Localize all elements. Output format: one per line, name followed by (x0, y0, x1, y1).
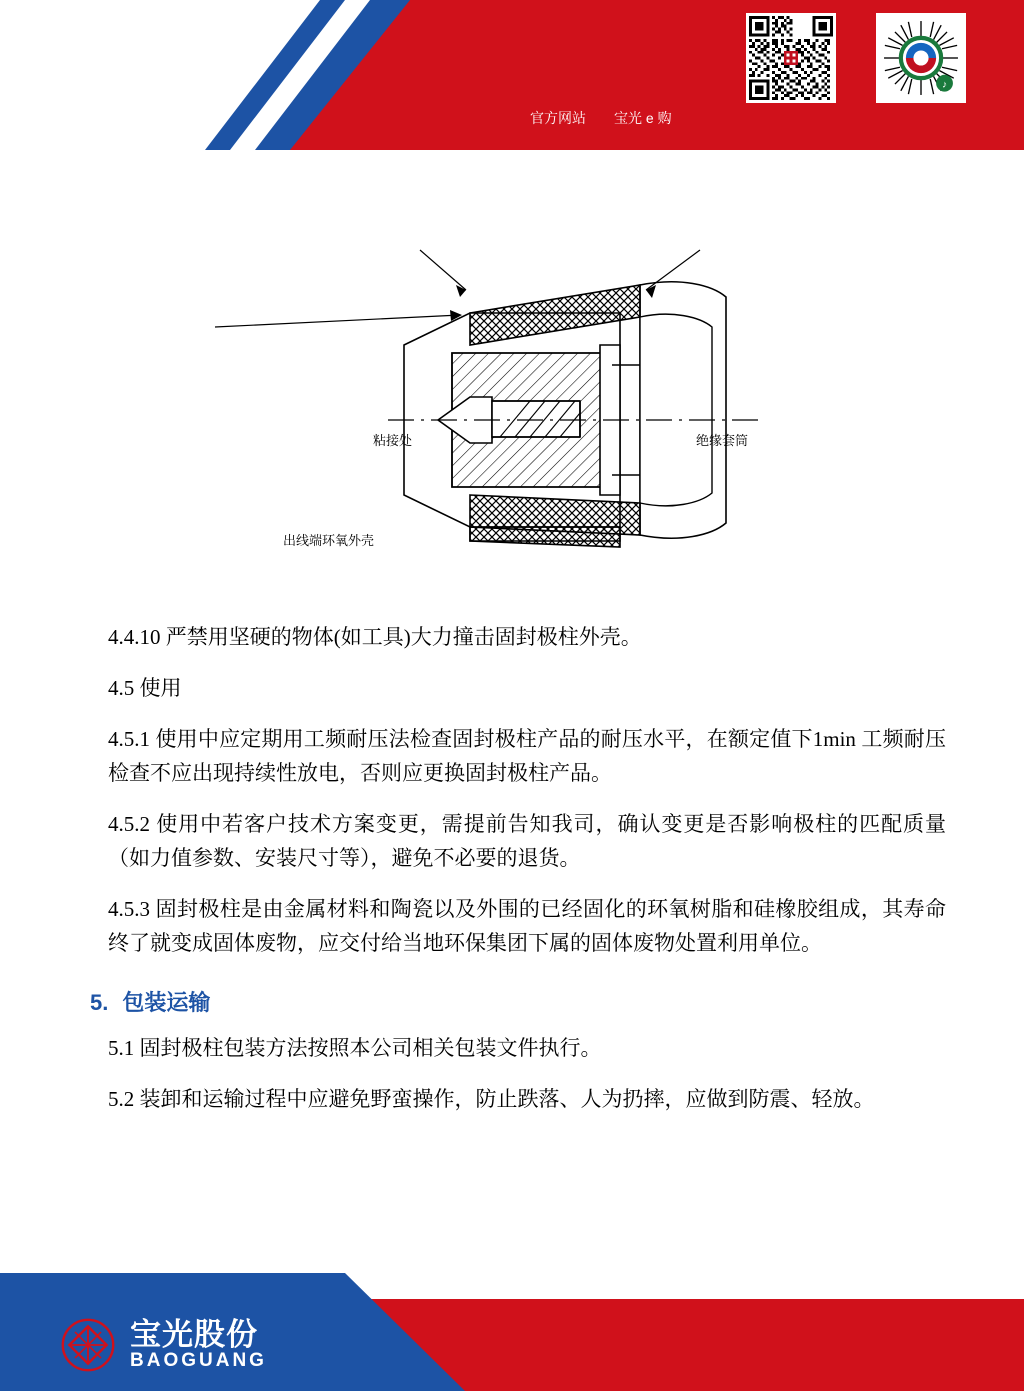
figure-label-insulating-sleeve: 绝缘套筒 (696, 433, 749, 448)
paragraph-4-5-2: 4.5.2 使用中若客户技术方案变更，需提前告知我司，确认变更是否影响极柱的匹配质量（如力值参数、安装尺寸等），避免不必要的退货。 (108, 812, 946, 871)
section-number: 5. (90, 990, 109, 1016)
paragraph-5-2: 5.2 装卸和运输过程中应避免野蛮操作，防止跌落、人为扔摔，应做到防震、轻放。 (108, 1087, 875, 1112)
paragraph-4-5-3: 4.5.3 固封极柱是由金属材料和陶瓷以及外围的已经固化的环氧树脂和硅橡胶组成，其寿命终了就变成固体废物，应交付给当地环保集团下属的固体废物处置利用单位。 (108, 897, 946, 956)
footer-logo-group (60, 1317, 267, 1373)
header-label-group (530, 108, 770, 128)
section-heading-packaging-transport (0, 986, 1024, 1017)
paragraph-4-4-10: 4.4.10 严禁用坚硬的物体(如工具)大力撞击固封极柱外壳。 (108, 625, 642, 649)
pole-cross-section-figure (0, 205, 1024, 585)
footer-company-names (130, 1316, 267, 1372)
figure-label-bond-area: 粘接处 (373, 433, 413, 448)
document-body (0, 620, 1024, 1133)
footer-company-name-cn: 宝光股份 (130, 1316, 258, 1352)
paragraph-4-5-1: 4.5.1 使用中应定期用工频耐压法检查固封极柱产品的耐压水平，在额定值下1min 工频耐压检查不应出现持续性放电，否则应更换固封极柱产品。 (108, 727, 946, 786)
qr-code-eshop-graphic (879, 16, 963, 100)
official-website-label: 官方网站 (530, 110, 586, 126)
baoguang-diamond-logo-icon (60, 1317, 116, 1373)
page-footer (0, 1273, 1024, 1391)
section-title: 包装运输 (122, 990, 211, 1016)
footer-company-name-en: BAOGUANG (130, 1350, 267, 1372)
pole-cross-section-drawing (0, 205, 1024, 585)
figure-label-epoxy-housing: 出线端环氧外壳 (283, 533, 375, 548)
page-header (0, 0, 1024, 150)
paragraph-4-5-heading: 4.5 使用 (108, 676, 182, 701)
baoguang-eshop-label: 宝光 e 购 (614, 110, 672, 126)
qr-code-official-website (746, 13, 836, 103)
qr-code-official-website-graphic (749, 16, 833, 100)
qr-code-eshop (876, 13, 966, 103)
paragraph-5-1: 5.1 固封极柱包装方法按照本公司相关包装文件执行。 (108, 1036, 602, 1061)
svg-text:♪: ♪ (941, 79, 948, 91)
